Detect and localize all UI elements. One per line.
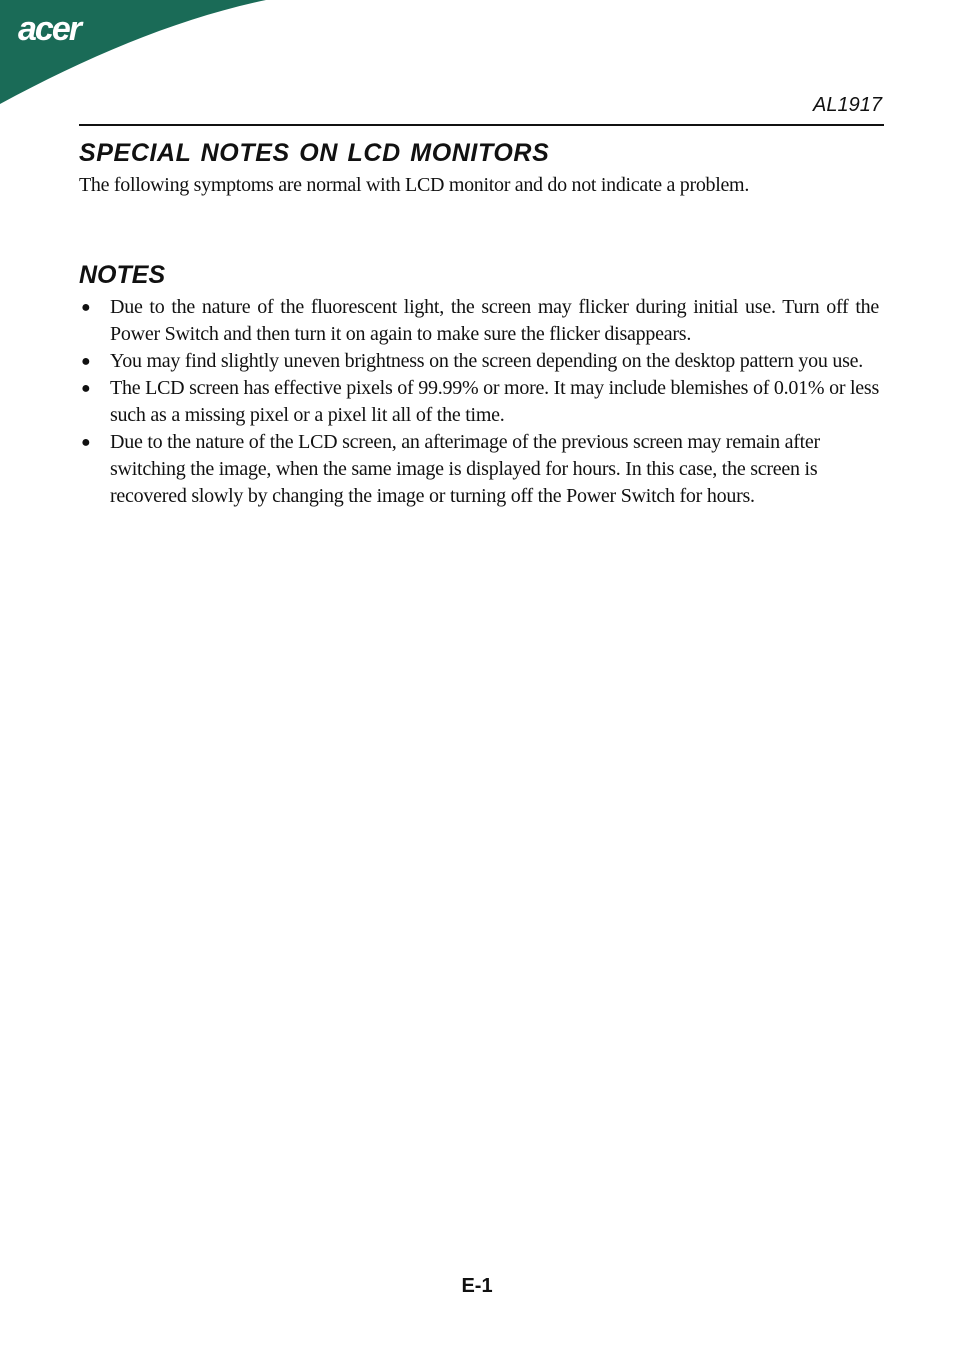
svg-text:acer: acer (18, 10, 80, 48)
page-title: SPECIAL NOTES ON LCD MONITORS (79, 139, 550, 167)
list-item (79, 294, 879, 348)
bullet-icon: ● (81, 434, 91, 451)
header-divider (79, 124, 884, 126)
notes-list (79, 294, 879, 510)
list-item (79, 429, 879, 510)
acer-logo (0, 0, 270, 110)
bullet-icon: ● (81, 380, 91, 397)
note-text: You may find slightly uneven brightness on the screen depending on the desktop pattern you use. (110, 350, 863, 372)
model-number: AL1917 (813, 94, 882, 116)
note-text: Due to the nature of the LCD screen, an afterimage of the previous screen may remain after switching the image, when the same image is displayed for hours. In this case, the screen is recovered slowly by changing the image or turning off the Power Switch for hours. (110, 431, 820, 507)
note-text: Due to the nature of the fluorescent light, the screen may flicker during initial use. Turn off the Power Switch and then turn it on again to make sure the flicker disappears. (110, 296, 879, 345)
notes-heading: NOTES (79, 261, 166, 289)
bullet-icon: ● (81, 299, 91, 316)
page-number: E-1 (461, 1275, 493, 1297)
bullet-icon: ● (81, 353, 91, 370)
brand-swoosh-icon (0, 0, 270, 110)
note-text: The LCD screen has effective pixels of 99.99% or more. It may include blemishes of 0.01% or less such as a missing pixel or a pixel lit all of the time. (110, 377, 879, 426)
list-item (79, 375, 879, 429)
intro-text: The following symptoms are normal with LCD monitor and do not indicate a problem. (79, 174, 750, 196)
list-item (79, 348, 879, 375)
